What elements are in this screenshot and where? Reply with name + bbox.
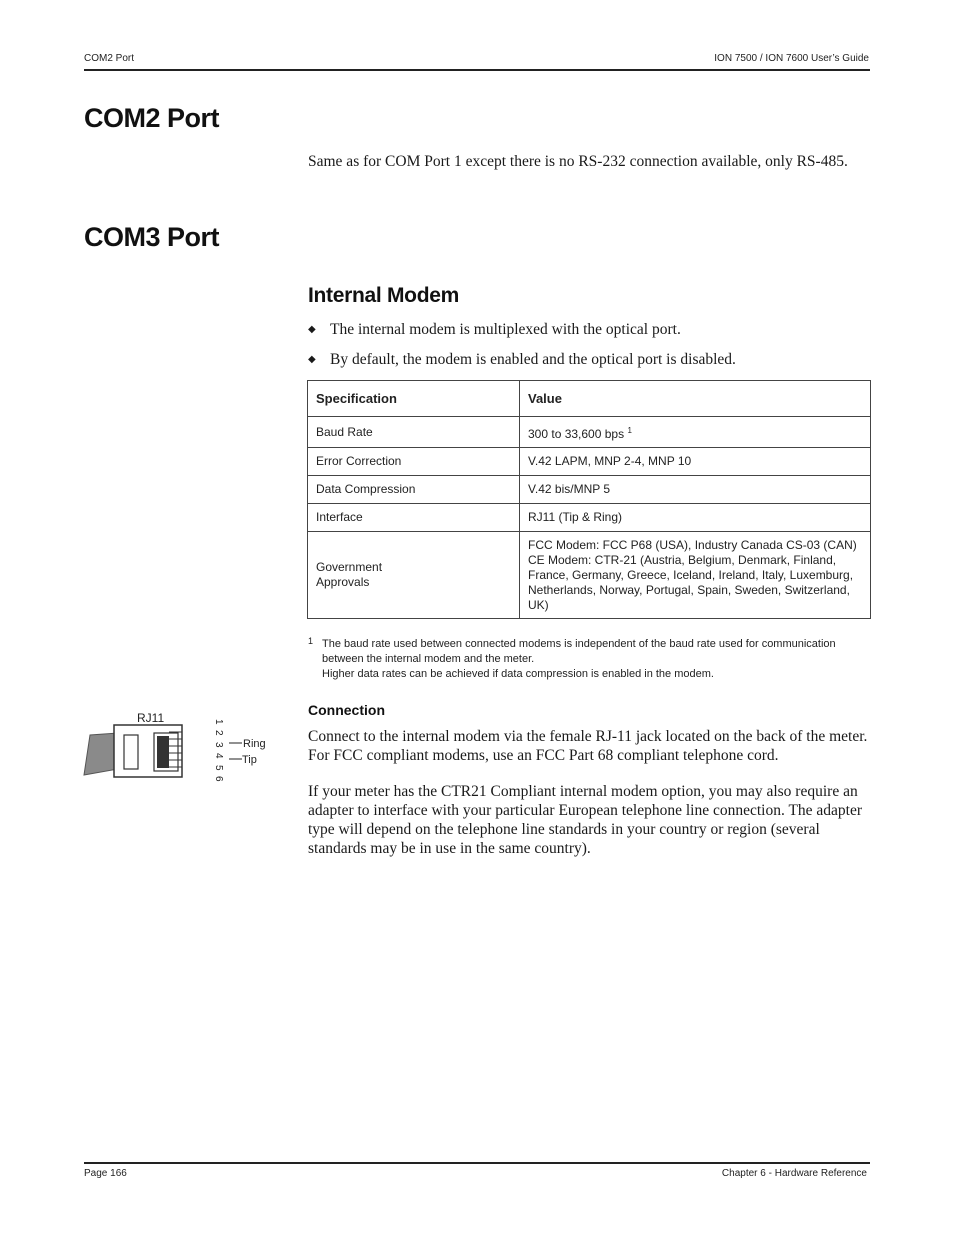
footnote-line: The baud rate used between connected modems is independent of the baud rate used for communication between the internal modem and the meter.: [322, 638, 836, 665]
plug-latch: [124, 735, 138, 769]
ring-label: Ring: [243, 738, 266, 750]
footnote-line: Higher data rates can be achieved if data compression is enabled in the modem.: [322, 668, 714, 680]
spec-text: Government Approvals: [316, 560, 383, 589]
connection-heading: Connection: [308, 702, 385, 718]
com2-heading: COM2 Port: [84, 103, 220, 133]
value-cell: RJ11 (Tip & Ring): [520, 504, 871, 532]
pin-number: 4: [213, 753, 224, 759]
rj11-diagram: [80, 705, 280, 800]
value-line: CE Modem: CTR-21 (Austria, Belgium, Denmark, Finland, France, Germany, Greece, Iceland, Ireland, Italy, Luxemburg, Netherlands, Norway, Portugal, Spain, Sweden, Switzerland, UK): [528, 552, 854, 612]
com2-description: Same as for COM Port 1 except there is no RS-232 connection available, only RS-485.: [308, 153, 848, 170]
value-line: FCC Modem: FCC P68 (USA), Industry Canada CS-03 (CAN): [528, 537, 857, 552]
pin-number: 5: [213, 765, 224, 771]
internal-modem-heading: Internal Modem: [308, 284, 459, 307]
spec-cell: Error Correction: [308, 448, 520, 476]
value-cell: [520, 417, 871, 448]
bullet-text: By default, the modem is enabled and the optical port is disabled.: [330, 351, 736, 368]
cable-shape: [84, 733, 118, 775]
com3-heading: COM3 Port: [84, 222, 220, 252]
bullet-item: [308, 350, 873, 369]
spec-cell: Baud Rate: [308, 417, 520, 448]
connection-paragraph: If your meter has the CTR21 Compliant internal modem option, you may also require an adapter to interface with your particular European telephone line connection. The adapter type will depend on the telephone line standards in your country or region (several standards may be in use in the same country).: [308, 783, 863, 857]
table-row: [308, 448, 871, 476]
pin-number: 6: [213, 776, 224, 782]
table-row: [308, 532, 871, 619]
chapter-title: Chapter 6 - Hardware Reference: [721, 1168, 867, 1179]
table-row: [308, 504, 871, 532]
footnote-ref: 1: [627, 425, 632, 435]
diamond-bullet-icon: ◆: [308, 324, 316, 335]
table-row: [308, 476, 871, 504]
table-header-row: [308, 381, 871, 417]
pin-number: 1: [213, 719, 224, 725]
footer-rule: [84, 1162, 870, 1164]
connection-paragraph: Connect to the internal modem via the female RJ-11 jack located on the back of the meter. For FCC compliant modems, use an FCC Part 68 compliant telephone cord.: [308, 728, 868, 764]
value-cell: V.42 bis/MNP 5: [520, 476, 871, 504]
pin-number: 3: [213, 742, 224, 748]
value-cell: V.42 LAPM, MNP 2-4, MNP 10: [520, 448, 871, 476]
spec-cell: Interface: [308, 504, 520, 532]
header-rule: [84, 69, 870, 71]
modem-spec-table: [307, 380, 871, 619]
spec-cell: [308, 532, 520, 619]
footnote-number: 1: [308, 636, 314, 646]
diamond-bullet-icon: ◆: [308, 354, 316, 365]
tip-label: Tip: [242, 754, 257, 766]
value-text: 300 to 33,600 bps: [528, 426, 625, 441]
table-row: [308, 417, 871, 448]
pin-number: 2: [213, 730, 224, 736]
spec-cell: Data Compression: [308, 476, 520, 504]
bullet-item: [308, 320, 873, 339]
column-header-value: Value: [520, 381, 871, 417]
column-header-specification: Specification: [308, 381, 520, 417]
value-cell: [520, 532, 871, 619]
contact-strip: [157, 736, 169, 768]
page-number: Page 166: [84, 1168, 127, 1179]
rj11-jack-icon: [80, 705, 280, 795]
running-header-title: ION 7500 / ION 7600 User’s Guide: [714, 53, 869, 64]
table-footnote: [308, 637, 868, 682]
rj11-label: RJ11: [137, 711, 165, 725]
bullet-text: The internal modem is multiplexed with the optical port.: [330, 321, 681, 338]
running-header-section: COM2 Port: [84, 53, 135, 64]
